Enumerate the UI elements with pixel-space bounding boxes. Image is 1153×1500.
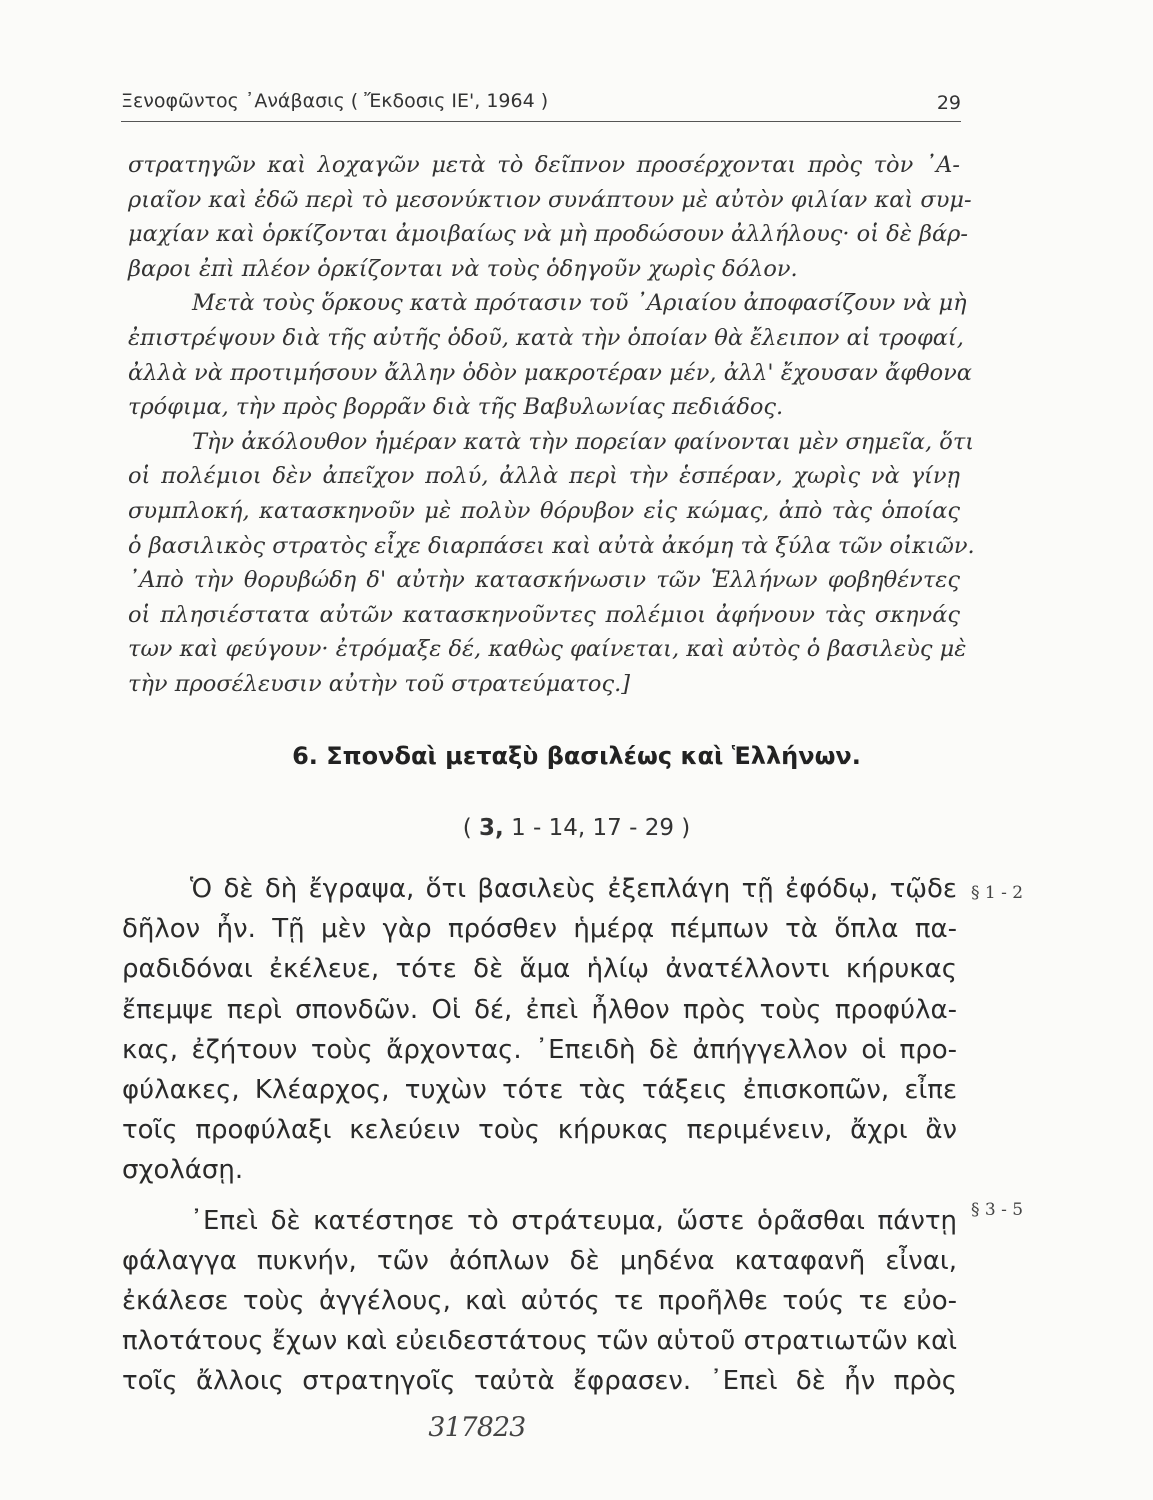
commentary-line: μαχίαν καὶ ὁρκίζονται ἀμοιβαίως νὰ μὴ προδώσουν ἀλλήλους· οἱ δὲ βάρ- bbox=[128, 221, 968, 248]
running-header bbox=[121, 86, 961, 116]
margin-ref: § 3 - 5 bbox=[971, 1200, 1024, 1220]
commentary-block bbox=[128, 148, 975, 702]
greek-line: ραδιδόναι ἐκέλευε, τότε δὲ ἅμα ἡλίῳ ἀνατέλλοντι κήρυκας bbox=[122, 954, 957, 985]
greek-line: τοῖς προφύλαξι κελεύειν τοὺς κήρυκας περιμένειν, ἄχρι ἂν bbox=[122, 1115, 957, 1146]
greek-line: φύλακες, Κλέαρχος, τυχὼν τότε τὰς τάξεις ἐπισκοπῶν, εἶπε bbox=[122, 1074, 957, 1105]
commentary-line: ἐπιστρέψουν διὰ τῆς αὐτῆς ὁδοῦ, κατὰ τὴν ὁποίαν θὰ ἔλειπον αἱ τροφαί, bbox=[128, 324, 964, 351]
commentary-line: οἱ πολέμιοι δὲν ἀπεῖχον πολύ, ἀλλὰ περὶ τὴν ἑσπέραν, χωρὶς νὰ γίνῃ bbox=[128, 463, 960, 490]
commentary-line: στρατηγῶν καὶ λοχαγῶν μετὰ τὸ δεῖπνον προσέρχονται πρὸς τὸν ᾿Α- bbox=[128, 152, 960, 178]
commentary-line: Μετὰ τοὺς ὅρκους κατὰ πρότασιν τοῦ ᾿Αριαίου ἀποφασίζουν νὰ μὴ bbox=[192, 290, 967, 317]
commentary-line: συμπλοκή, κατασκηνοῦν μὲ πολὺν θόρυβον εἰς κώμας, ἀπὸ τὰς ὁποίας bbox=[128, 497, 960, 524]
commentary-line: βαροι ἐπὶ πλέον ὁρκίζονται νὰ τοὺς ὁδηγοῦν χωρὶς δόλον. bbox=[128, 255, 798, 282]
commentary-line: των καὶ φεύγουν· ἐτρόμαξε δέ, καθὼς φαίνεται, καὶ αὐτὸς ὁ βασιλεὺς μὲ bbox=[128, 636, 967, 663]
greek-line: Ὁ δὲ δὴ ἔγραψα, ὅτι βασιλεὺς ἐξεπλάγη τῇ ἐφόδῳ, τῷδε bbox=[190, 874, 957, 904]
greek-line: σχολάσῃ. bbox=[122, 1155, 244, 1186]
commentary-line: Τὴν ἀκόλουθον ἡμέραν κατὰ τὴν πορείαν φαίνονται μὲν σημεῖα, ὅτι bbox=[192, 428, 975, 455]
commentary-line: τρόφιμα, τὴν πρὸς βορρᾶν διὰ τῆς Βαβυλωνίας πεδιάδος. bbox=[128, 394, 784, 421]
greek-line: ἔπεμψε περὶ σπονδῶν. Οἱ δέ, ἐπεὶ ἦλθον πρὸς τοὺς προφύλα- bbox=[122, 994, 957, 1025]
greek-line: τοῖς ἄλλοις στρατηγοῖς ταὐτὰ ἔφρασεν. ᾿Επεὶ δὲ ἦν πρὸς bbox=[122, 1366, 957, 1397]
ref-open: ( bbox=[462, 815, 480, 841]
ref-rest: 1 - 14, 17 - 29 ) bbox=[503, 815, 691, 841]
section-heading: 6. Σπονδαὶ μεταξὺ βασιλέως καὶ Ἑλλήνων. bbox=[292, 742, 861, 770]
greek-line: φάλαγγα πυκνήν, τῶν ἀόπλων δὲ μηδένα καταφανῆ εἶναι, bbox=[122, 1245, 957, 1276]
margin-ref: § 1 - 2 bbox=[971, 883, 1024, 903]
commentary-line: ᾿Απὸ τὴν θορυβώδη δ' αὐτὴν κατασκήνωσιν τῶν Ἑλλήνων φοβηθέντες bbox=[128, 567, 960, 594]
ref-book: 3, bbox=[479, 815, 504, 841]
commentary-line: ὁ βασιλικὸς στρατὸς εἶχε διαρπάσει καὶ αὐτὰ ἀκόμη τὰ ξύλα τῶν οἰκιῶν. bbox=[128, 532, 975, 559]
header-rule bbox=[121, 121, 961, 122]
greek-text-block bbox=[122, 869, 957, 1401]
greek-line: ἐκάλεσε τοὺς ἀγγέλους, καὶ αὐτός τε προῆλθε τούς τε εὐο- bbox=[122, 1285, 957, 1316]
greek-line: πλοτάτους ἔχων καὶ εὐειδεστάτους τῶν αὑτοῦ στρατιωτῶν καὶ bbox=[122, 1326, 958, 1357]
section-reference bbox=[0, 815, 1153, 841]
commentary-line: οἱ πλησιέστατα αὐτῶν κατασκηνοῦντες πολέμιοι ἀφήνουν τὰς σκηνάς bbox=[128, 601, 960, 628]
commentary-line: ἀλλὰ νὰ προτιμήσουν ἄλλην ὁδὸν μακροτέραν μέν, ἀλλ' ἔχουσαν ἄφθονα bbox=[128, 359, 973, 386]
greek-line: κας, ἐζήτουν τοὺς ἄρχοντας. ᾿Επειδὴ δὲ ἀπήγγελλον οἱ προ- bbox=[122, 1034, 957, 1065]
commentary-line: ριαῖον καὶ ἐδῶ περὶ τὸ μεσονύκτιον συνάπτουν μὲ αὐτὸν φιλίαν καὶ συμ- bbox=[128, 186, 972, 213]
header-title: Ξενοφῶντος ᾿Ανάβασις ( Ἔκδοσις ΙΕ', 1964 ) bbox=[121, 90, 549, 112]
greek-line: δῆλον ἦν. Τῇ μὲν γὰρ πρόσθεν ἡμέρᾳ πέμπων τὰ ὅπλα πα- bbox=[122, 914, 957, 945]
commentary-line: τὴν προσέλευσιν αὐτὴν τοῦ στρατεύματος.] bbox=[128, 670, 630, 697]
page-number: 29 bbox=[936, 92, 961, 114]
greek-line: ᾿Επεὶ δὲ κατέστησε τὸ στράτευμα, ὥστε ὁρᾶσθαι πάντῃ bbox=[190, 1205, 957, 1236]
handwritten-number: 317823 bbox=[425, 1412, 528, 1443]
